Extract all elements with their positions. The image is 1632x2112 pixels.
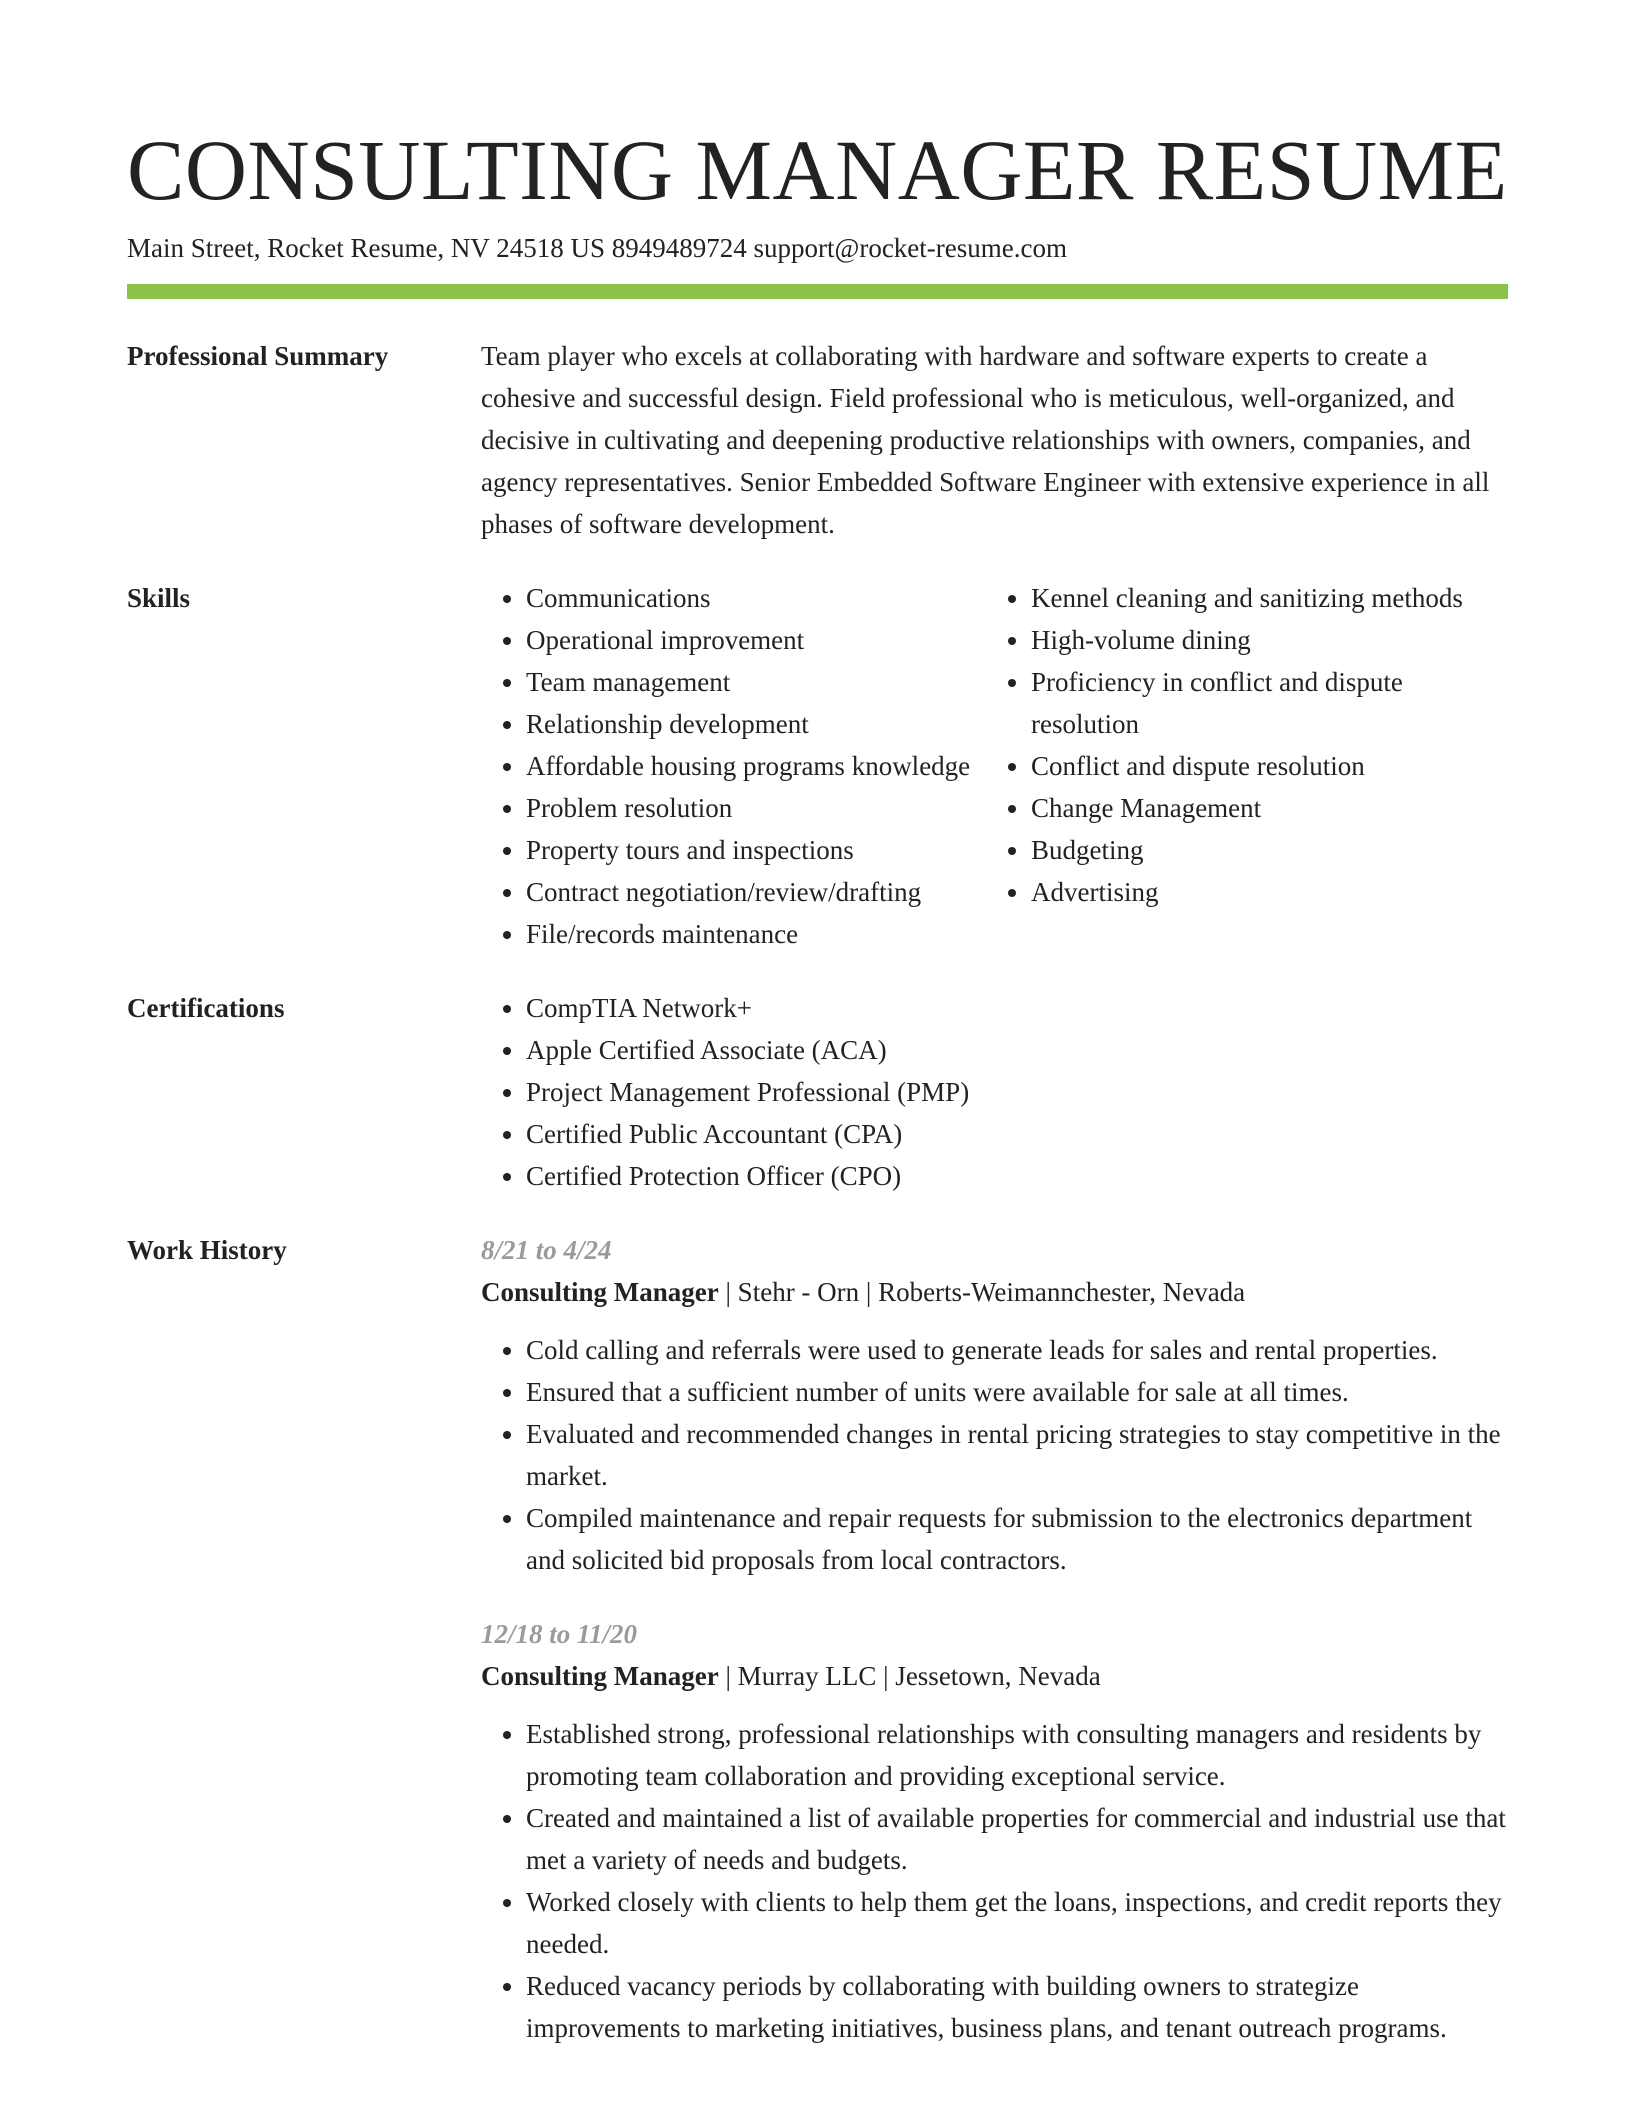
certification-item: • Certified Public Accountant (CPA): [526, 1113, 1507, 1155]
skill-item: • Communications: [526, 577, 986, 619]
job-entry: [481, 1229, 1507, 1581]
job-bullet: • Created and maintained a list of available properties for commercial and industrial use that met a variety of needs and budgets.: [526, 1797, 1507, 1881]
summary-section: [127, 335, 1507, 545]
job-bullet: • Ensured that a sufficient number of units were available for sale at all times.: [526, 1371, 1507, 1413]
job-bullet: • Reduced vacancy periods by collaborating with building owners to strategize improvements to marketing initiatives, business plans, and tenant outreach programs.: [526, 1965, 1507, 2049]
skills-list-col1: [481, 577, 986, 955]
job-bullet: • Cold calling and referrals were used to generate leads for sales and rental properties.: [526, 1329, 1507, 1371]
certification-item: • Project Management Professional (PMP): [526, 1071, 1507, 1113]
skill-item: • Conflict and dispute resolution: [1031, 745, 1507, 787]
job-title: Consulting Manager: [481, 1277, 719, 1307]
certification-item: • CompTIA Network+: [526, 987, 1507, 1029]
job-bullet-list: [481, 1713, 1507, 2049]
skill-item: • Relationship development: [526, 703, 986, 745]
skill-item: • Change Management: [1031, 787, 1507, 829]
job-heading: [481, 1271, 1507, 1313]
work-history-label: Work History: [127, 1235, 287, 1265]
work-history-section: [127, 1229, 1507, 2049]
skill-item: • File/records maintenance: [526, 913, 986, 955]
skills-list-col2: [986, 577, 1507, 955]
skill-item: • Proficiency in conflict and dispute resolution: [1031, 661, 1507, 745]
certifications-label: Certifications: [127, 993, 285, 1023]
skill-item: • Budgeting: [1031, 829, 1507, 871]
accent-divider: [127, 284, 1508, 299]
job-dates: 12/18 to 11/20: [481, 1619, 638, 1649]
job-details: | Stehr - Orn | Roberts-Weimannchester, Nevada: [718, 1277, 1246, 1307]
job-bullet: • Evaluated and recommended changes in rental pricing strategies to stay competitive in the market.: [526, 1413, 1507, 1497]
skill-item: • Contract negotiation/review/drafting: [526, 871, 986, 913]
job-bullet: • Worked closely with clients to help them get the loans, inspections, and credit reports they needed.: [526, 1881, 1507, 1965]
summary-text: Team player who excels at collaborating with hardware and software experts to create a cohesive and successful design. Field professional who is meticulous, well-organized, and decisive in cultivating and deepening productive relationships with owners, companies, and agency representatives. Senior Embedded Software Engineer with extensive experience in all phases of software development.: [481, 341, 1490, 539]
job-entry: [481, 1613, 1507, 2049]
skill-item: • Kennel cleaning and sanitizing methods: [1031, 577, 1507, 619]
skill-item: • Operational improvement: [526, 619, 986, 661]
resume-title: CONSULTING MANAGER RESUME: [127, 122, 1508, 218]
resume-page: [127, 120, 1507, 2049]
certifications-body: [481, 987, 1507, 1197]
skill-item: • Advertising: [1031, 871, 1507, 913]
job-bullet: • Compiled maintenance and repair requests for submission to the electronics department and solicited bid proposals from local contractors.: [526, 1497, 1507, 1581]
skills-label: Skills: [127, 583, 191, 613]
job-dates: 8/21 to 4/24: [481, 1235, 612, 1265]
certifications-list: [481, 987, 1507, 1197]
job-bullet-list: [481, 1329, 1507, 1581]
job-bullet: • Established strong, professional relationships with consulting managers and residents by promoting team collaboration and providing exceptional service.: [526, 1713, 1507, 1797]
job-heading: [481, 1655, 1507, 1697]
certification-item: • Apple Certified Associate (ACA): [526, 1029, 1507, 1071]
skill-item: • Team management: [526, 661, 986, 703]
certifications-section: [127, 987, 1507, 1197]
job-details: | Murray LLC | Jessetown, Nevada: [718, 1661, 1101, 1691]
summary-label: Professional Summary: [127, 341, 389, 371]
skill-item: • Problem resolution: [526, 787, 986, 829]
contact-line: Main Street, Rocket Resume, NV 24518 US 8949489724 support@rocket-resume.com: [127, 233, 1067, 263]
skill-item: • Affordable housing programs knowledge: [526, 745, 986, 787]
skill-item: • Property tours and inspections: [526, 829, 986, 871]
work-history-body: [481, 1229, 1507, 2049]
certification-item: • Certified Protection Officer (CPO): [526, 1155, 1507, 1197]
job-title: Consulting Manager: [481, 1661, 719, 1691]
skills-columns: [481, 577, 1507, 955]
skill-item: • High-volume dining: [1031, 619, 1507, 661]
skills-section: [127, 577, 1507, 955]
